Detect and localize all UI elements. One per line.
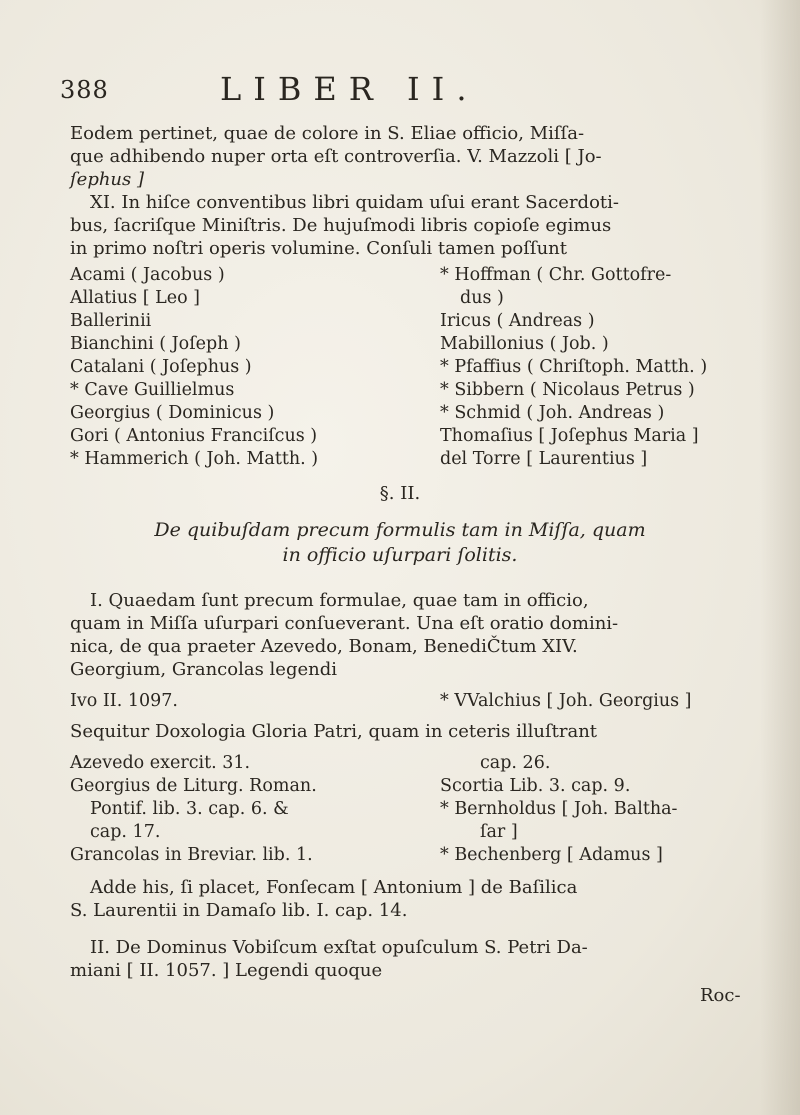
running-header xyxy=(60,70,620,110)
list-item: * Sibbern ( Nicolaus Petrus ) xyxy=(440,380,695,400)
text-line: Eodem pertinet, quae de colore in S. Eliae officio, Miſſa- xyxy=(70,123,585,144)
list-item: del Torre [ Laurentius ] xyxy=(440,449,648,469)
list-item: Scortia Lib. 3. cap. 9. xyxy=(440,776,631,796)
running-title: LIBER II. xyxy=(220,70,479,108)
list-item: * Bernholdus [ Joh. Baltha- xyxy=(440,799,678,819)
text-line: quam in Miſſa uſurpari conſueverant. Una eſt oratio domini- xyxy=(70,613,619,634)
list-item: Grancolas in Breviar. lib. 1. xyxy=(70,845,313,865)
paragraph-6 xyxy=(70,936,770,982)
list-item: Allatius [ Leo ] xyxy=(70,288,201,308)
text-line: XI. In hiſce conventibus libri quidam uſui erant Sacerdoti- xyxy=(90,192,619,213)
list-item: cap. 26. xyxy=(480,753,551,773)
list-item: Catalani ( Joſephus ) xyxy=(70,357,252,377)
text-line: Georgium, Grancolas legendi xyxy=(70,659,337,680)
text-line: Sequitur Doxologia Gloria Patri, quam in ceteris illuſtrant xyxy=(70,721,598,742)
authors-list-right xyxy=(440,264,707,471)
list-item: Georgius de Liturg. Roman. xyxy=(70,776,317,796)
reference-ivo xyxy=(70,690,178,713)
list-item: * Cave Guillielmus xyxy=(70,380,235,400)
catchword: Roc- xyxy=(700,985,741,1006)
text-line: miani [ II. 1057. ] Legendi quoque xyxy=(70,960,383,981)
list-item: * Pfaffius ( Chriſtoph. Matth. ) xyxy=(440,357,708,377)
list-item: Acami ( Jacobus ) xyxy=(70,265,225,285)
paragraph-1 xyxy=(70,122,770,191)
text-line: I. Quaedam ſunt precum formulae, quae tam in officio, xyxy=(90,590,589,611)
section-title xyxy=(0,518,800,568)
section-title-line: in officio uſurpari ſolitis. xyxy=(282,544,518,566)
list-item: cap. 17. xyxy=(90,822,161,842)
list-item: * Hammerich ( Joh. Matth. ) xyxy=(70,449,319,469)
paragraph-2 xyxy=(70,191,770,260)
list-item: * Hoffman ( Chr. Gottofre- xyxy=(440,265,672,285)
paragraph-4 xyxy=(70,720,770,743)
references-left xyxy=(70,752,317,867)
list-item: Mabillonius ( Job. ) xyxy=(440,334,609,354)
list-item: Ivo II. 1097. xyxy=(70,691,178,711)
list-item: Iricus ( Andreas ) xyxy=(440,311,595,331)
paragraph-3 xyxy=(70,589,770,681)
text-line: que adhibendo nuper orta eſt controverſia. V. Mazzoli [ Jo- xyxy=(70,146,602,167)
section-mark: §. II. xyxy=(379,483,421,504)
list-item: * Bechenberg [ Adamus ] xyxy=(440,845,663,865)
list-item: ſar ] xyxy=(480,822,518,842)
references-right xyxy=(440,752,677,867)
list-item: Pontif. lib. 3. cap. 6. & xyxy=(90,799,289,819)
paragraph-5 xyxy=(70,876,770,922)
list-item: * Schmid ( Joh. Andreas ) xyxy=(440,403,665,423)
text-line: nica, de qua praeter Azevedo, Bonam, BenediČtum XIV. xyxy=(70,636,578,657)
text-line: Adde his, ſi placet, Fonſecam [ Antonium ] de Baſilica xyxy=(90,877,578,898)
authors-list-left xyxy=(70,264,318,471)
list-item: dus ) xyxy=(460,288,504,308)
text-line: in primo noſtri operis volumine. Conſuli tamen poſſunt xyxy=(70,238,567,259)
list-item: * VValchius [ Joh. Georgius ] xyxy=(440,691,692,711)
page-number: 388 xyxy=(60,76,109,104)
list-item: Bianchini ( Joſeph ) xyxy=(70,334,241,354)
list-item: Georgius ( Dominicus ) xyxy=(70,403,275,423)
text-line: II. De Dominus Vobiſcum exſtat opuſculum S. Petri Da- xyxy=(90,937,588,958)
reference-walchius xyxy=(440,690,692,713)
text-line: ſephus ] xyxy=(70,169,145,190)
section-title-line: De quibuſdam precum formulis tam in Miſſa, quam xyxy=(154,519,646,541)
list-item: Ballerinii xyxy=(70,311,152,331)
list-item: Thomaſius [ Joſephus Maria ] xyxy=(440,426,699,446)
list-item: Gori ( Antonius Franciſcus ) xyxy=(70,426,318,446)
text-line: S. Laurentii in Damaſo lib. I. cap. 14. xyxy=(70,900,408,921)
list-item: Azevedo exercit. 31. xyxy=(70,753,251,773)
text-line: bus, ſacriſque Miniſtris. De hujuſmodi libris copioſe egimus xyxy=(70,215,612,236)
